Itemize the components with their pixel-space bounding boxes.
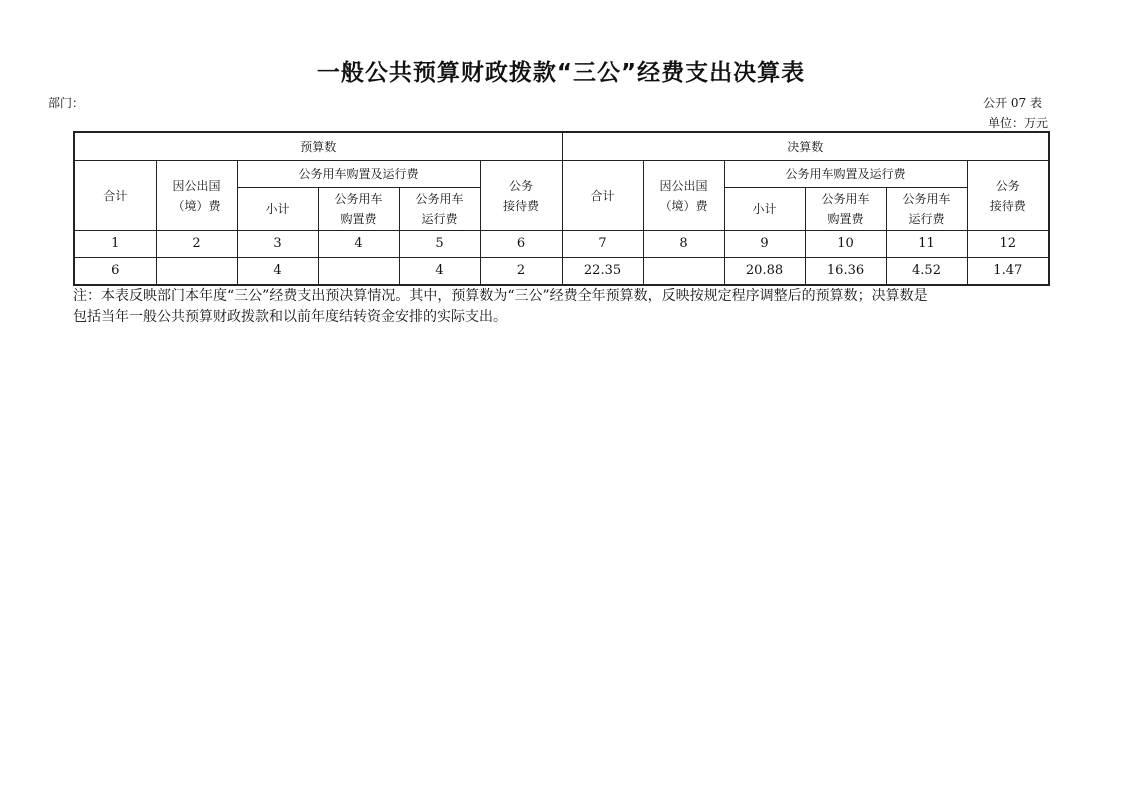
note-line-1: 注：本表反映部门本年度“三公”经费支出预决算情况。其中，预算数为“三公”经费全年预算数，反映按规定程序调整后的预算数；决算数是 [73,288,928,304]
value-cell: 1.47 [967,258,1049,286]
value-cell: 22.35 [562,258,643,286]
value-row [74,258,1049,286]
index-cell: 11 [886,231,967,258]
index-cell: 12 [967,231,1049,258]
header-row-sub [74,161,1049,188]
budget-operation-header: 公务用车 运行费 [399,188,480,231]
value-cell [156,258,237,286]
final-vehicle-header: 公务用车购置及运行费 [724,161,967,188]
value-cell: 4.52 [886,258,967,286]
final-total-header: 合计 [562,161,643,231]
budget-total-header: 合计 [74,161,156,231]
final-group-header: 决算数 [562,132,1049,161]
index-cell: 7 [562,231,643,258]
page-title: 一般公共预算财政拨款“三公”经费支出决算表 [316,60,806,86]
index-cell: 1 [74,231,156,258]
header-row-groups [74,132,1049,161]
value-cell: 4 [237,258,318,286]
index-cell: 10 [805,231,886,258]
value-cell: 4 [399,258,480,286]
value-cell: 6 [74,258,156,286]
index-cell: 3 [237,231,318,258]
value-cell: 20.88 [724,258,805,286]
final-reception-header: 公务 接待费 [967,161,1049,231]
value-cell: 2 [480,258,562,286]
index-cell: 2 [156,231,237,258]
index-cell: 4 [318,231,399,258]
final-abroad-header: 因公出国 （境）费 [643,161,724,231]
budget-purchase-header: 公务用车 购置费 [318,188,399,231]
final-subtotal-header: 小计 [724,188,805,231]
final-purchase-header: 公务用车 购置费 [805,188,886,231]
budget-subtotal-header: 小计 [237,188,318,231]
note-line-2: 包括当年一般公共预算财政拨款和以前年度结转资金安排的实际支出。 [73,309,507,325]
index-cell: 5 [399,231,480,258]
expenditure-table [73,131,1050,286]
budget-reception-header: 公务 接待费 [480,161,562,231]
value-cell [318,258,399,286]
index-row [74,231,1049,258]
form-number: 公开 07 表 [983,96,1042,110]
budget-group-header: 预算数 [74,132,562,161]
department-label: 部门： [48,96,85,110]
value-cell [643,258,724,286]
table-note [73,286,1083,328]
value-cell: 16.36 [805,258,886,286]
unit-label: 单位：万元 [987,116,1048,130]
index-cell: 6 [480,231,562,258]
index-cell: 8 [643,231,724,258]
budget-abroad-header: 因公出国 （境）费 [156,161,237,231]
final-operation-header: 公务用车 运行费 [886,188,967,231]
budget-vehicle-header: 公务用车购置及运行费 [237,161,480,188]
index-cell: 9 [724,231,805,258]
